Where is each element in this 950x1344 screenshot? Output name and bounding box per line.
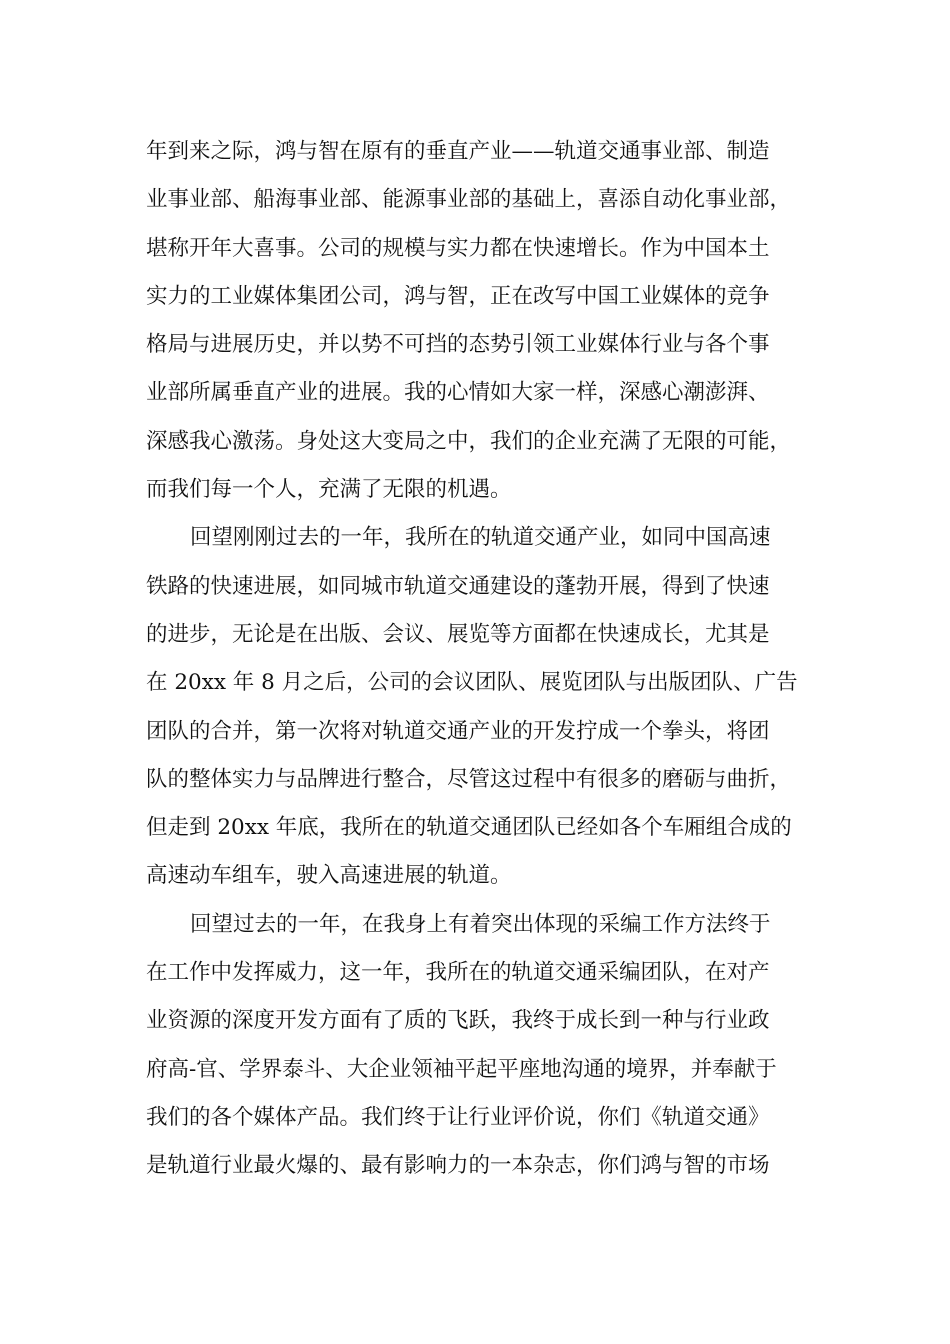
text-line: 格局与进展历史，并以势不可挡的态势引领工业媒体行业与各个事	[146, 332, 770, 358]
text-line: 在工作中发挥威力，这一年，我所在的轨道交通采编团队，在对产	[146, 960, 770, 986]
text-line: 年到来之际，鸿与智在原有的垂直产业——轨道交通事业部、制造	[146, 139, 770, 164]
text-line: 团队的合并，第一次将对轨道交通产业的开发拧成一个拳头，将团	[146, 718, 770, 744]
text-line: 业部所属垂直产业的进展。我的心情如大家一样，深感心潮澎湃、	[146, 380, 770, 406]
body-text	[146, 128, 816, 1191]
text-line: 铁路的快速进展，如同城市轨道交通建设的蓬勃开展，得到了快速	[146, 573, 770, 599]
paragraph-start-line: 回望刚刚过去的一年，我所在的轨道交通产业，如同中国高速	[190, 525, 771, 551]
text-line: 深感我心激荡。身处这大变局之中，我们的企业充满了无限的可能，	[146, 428, 792, 454]
text-line: 的进步，无论是在出版、会议、展览等方面都在快速成长，尤其是	[146, 621, 770, 647]
text-line: 队的整体实力与品牌进行整合，尽管这过程中有很多的磨砺与曲折，	[146, 766, 792, 792]
text-line: 府高-官、学界泰斗、大企业领袖平起平座地沟通的境界，并奉献于	[146, 1056, 777, 1082]
text-line: 堪称开年大喜事。公司的规模与实力都在快速增长。作为中国本土	[146, 235, 770, 261]
text-line: 我们的各个媒体产品。我们终于让行业评价说，你们《轨道交通》	[146, 1104, 770, 1130]
text-line: 但走到 20xx 年底，我所在的轨道交通团队已经如各个车厢组合成的	[146, 815, 792, 841]
text-line: 高速动车组车，驶入高速进展的轨道。	[146, 863, 512, 889]
paragraph-start-line: 回望过去的一年，在我身上有着突出体现的采编工作方法终于	[190, 911, 771, 937]
text-line: 而我们每一个人，充满了无限的机遇。	[146, 477, 512, 503]
text-line: 业资源的深度开发方面有了质的飞跃，我终于成长到一种与行业政	[146, 1008, 770, 1034]
text-line: 是轨道行业最火爆的、最有影响力的一本杂志，你们鸿与智的市场	[146, 1153, 770, 1179]
text-line: 业事业部、船海事业部、能源事业部的基础上，喜添自动化事业部，	[146, 187, 792, 213]
text-line: 实力的工业媒体集团公司，鸿与智，正在改写中国工业媒体的竞争	[146, 283, 770, 309]
text-line: 在 20xx 年 8 月之后，公司的会议团队、展览团队与出版团队、广告	[146, 670, 798, 696]
